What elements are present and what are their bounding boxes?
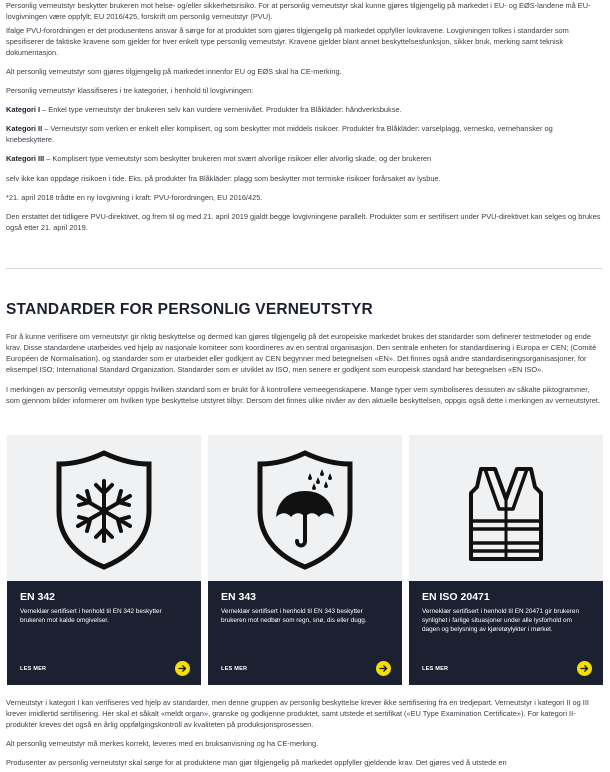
card-panel (409, 581, 603, 685)
intro-section (0, 0, 610, 233)
category-2 (6, 123, 602, 145)
category-3-label: Kategori III (6, 154, 45, 163)
card-panel (7, 581, 201, 685)
intro-paragraph: Personlig verneutstyr beskytter brukeren mot helse- og/eller sikkerhetsrisiko. For at personlig verneutstyr skal kunne gjøres tilgjengelig på markedet i EU- og EØS-landene må EU-lovgivningen være oppfylt; EU 2016/425, forskrift om personlig verneutstyr (PVU). (6, 1, 591, 21)
certification-paragraph: Alt personlig verneutstyr må merkes korrekt, leveres med en bruksanvisning og ha CE-merking. (6, 739, 319, 748)
card-title: EN 343 (221, 591, 257, 603)
card-en-342[interactable] (7, 435, 201, 685)
certification-paragraph: Verneutstyr i kategori I kan verifiseres ved hjelp av standarder, men denne gruppen av personlig beskyttelse krever ikke sertifisering fra en tredjepart. Verneutstyr i kategori II og III krever imidlertid sertifisering. Her skal et såkalt «meldt organ», granske og godkjenne produktet, samt utstede et sertifikat («EU Type Examination Certificate»). For kategori II-produkter kreves det også en årlig oppfølgingskontroll av kvaliteten på produksjonsprosessen. (6, 698, 589, 729)
intro-paragraph: Ifalge PVU-forordningen er det produsentens ansvar å sørge for at produktet som gjøres tilgjengelig på markedet oppfyller lovkravene. Lovgivningen tolkes i standarder som spesifiserer de faktiske kravene som gjelder for hver enkelt type personlig verneutstyr. Kravene gjelder blant annet beskyttelsesfunksjon, sikker bruk, merking samt teknisk dokumentasjon. (6, 26, 569, 57)
card-en-iso-20471[interactable] (409, 435, 603, 685)
hi-vis-vest-icon (453, 447, 559, 573)
read-more-link[interactable]: LES MER (20, 666, 47, 672)
card-image (409, 435, 603, 581)
arrow-right-icon[interactable] (577, 661, 592, 676)
intro-paragraph: *21. april 2018 trådte en ny lovgivning i kraft: PVU-forordningen, EU 2016/425. (6, 193, 263, 202)
category-3-text: – Komplisert type verneutstyr som beskytter brukeren mot svært alvorlige risikoer eller alvorlig skade, og der brukeren (44, 154, 432, 163)
arrow-right-icon[interactable] (175, 661, 190, 676)
card-image (208, 435, 402, 581)
certification-text (6, 697, 602, 772)
intro-paragraph: Den erstattet det tidligere PVU-direktivet, og frem til og med 21. april 2019 gjaldt begge lovgivningene parallelt. Produkter som er sertifisert under PVU-direktivet kan selges og brukes også etter 21. april 2019. (6, 212, 601, 232)
intro-paragraph: Personlig verneutstyr klassifiseres i tre kategorier, i henhold til lovgivningen: (6, 86, 254, 95)
intro-paragraph: Alt personlig verneutstyr som gjøres tilgjengelig på markedet innenfor EU og EØS skal ha CE-merking. (6, 67, 342, 76)
standards-cards (7, 435, 603, 685)
standards-text (6, 331, 602, 415)
read-more-link[interactable]: LES MER (422, 666, 449, 672)
section-heading: STANDARDER FOR PERSONLIG VERNEUTSTYR (6, 301, 373, 318)
read-more-link[interactable]: LES MER (221, 666, 248, 672)
category-1 (6, 104, 602, 115)
card-panel (208, 581, 402, 685)
card-description: Verneklær sertifisert i henhold til EN 343 beskytter brukeren mot nedbør som regn, snø, dis eller dugg. (221, 608, 367, 624)
card-image (7, 435, 201, 581)
card-description: Verneklær sertifisert i henhold til EN 20471 gir brukeren synlighet i farlige situasjoner under alle lysforhold om dagen og belysning av kjøretøylykter i mørket. (422, 608, 580, 633)
certification-paragraph: Produsenter av personlig verneutstyr skal sørge for at produktene man gjør tilgjengelig på markedet oppfyller gjeldende krav. Det gjøres ved å utstede en (6, 758, 507, 767)
section-divider (6, 268, 602, 269)
category-2-text: – Verneutstyr som verken er enkelt eller komplisert, og som beskytter mot middels risikoer. Produkter fra Blåkläder: varselplagg, vernesko, vernehansker og knebeskyttere. (6, 124, 553, 144)
card-title: EN 342 (20, 591, 56, 603)
card-en-343[interactable] (208, 435, 402, 685)
standards-paragraph: I merkingen av personlig verneutstyr oppgis hvilken standard som er brukt for å kontrollere verneegenskapene. Mange typer vern symboliseres dessuten av såkalte piktogrammer, som gjennom bilder informerer om hvilken type beskyttelse utstyret tilbyr. Dersom det finnes ulike nivåer av den aktuelle beskyttelsen, oppgis også dette i merkingen av verneutstyret. (6, 385, 601, 405)
snowflake-shield-icon (51, 447, 157, 573)
card-description: Verneklær sertifisert i henhold til EN 342 beskytter brukeren mot kalde omgivelser. (20, 608, 162, 624)
card-title: EN ISO 20471 (422, 591, 490, 603)
intro-paragraph: selv ikke kan oppdage risikoen i tide. Eks. på produkter fra Blåkläder: plagg som beskytter mot termiske risikoer forårsaket av lysbue. (6, 174, 441, 183)
category-1-label: Kategori I (6, 105, 41, 114)
category-3 (6, 153, 602, 164)
standards-paragraph: For å kunne verifisere om verneutstyr gir riktig beskyttelse og dermed kan gjøres tilgjengelig på det europeiske markedet brukes det standarder som definerer testmetoder og ende krav. Disse standardene utarbeides ved hjelp av nasjonale komiteer som koordineres av en sentral organisasjon. Den sentrale enheten for standardisering i Europa er CEN; (Comité Européen de Normalisation), og standarder som er utarbeidet eller godkjent av CEN begynner med betegnelsen «EN». Det finnes også andre standardiseringsorganisasjoner, for eksempel ISO; International Standard Organization. Standarder som er utviklet av ISO, men senere er godkjent som europeisk standard har betegnelsen «EN ISO». (6, 332, 597, 374)
category-2-label: Kategori II (6, 124, 43, 133)
category-1-text: – Enkel type verneutstyr der brukeren selv kan vurdere vernenivået. Produkter fra Blåkläder: håndverksbukse. (40, 105, 402, 114)
arrow-right-icon[interactable] (376, 661, 391, 676)
umbrella-shield-icon (252, 447, 358, 573)
